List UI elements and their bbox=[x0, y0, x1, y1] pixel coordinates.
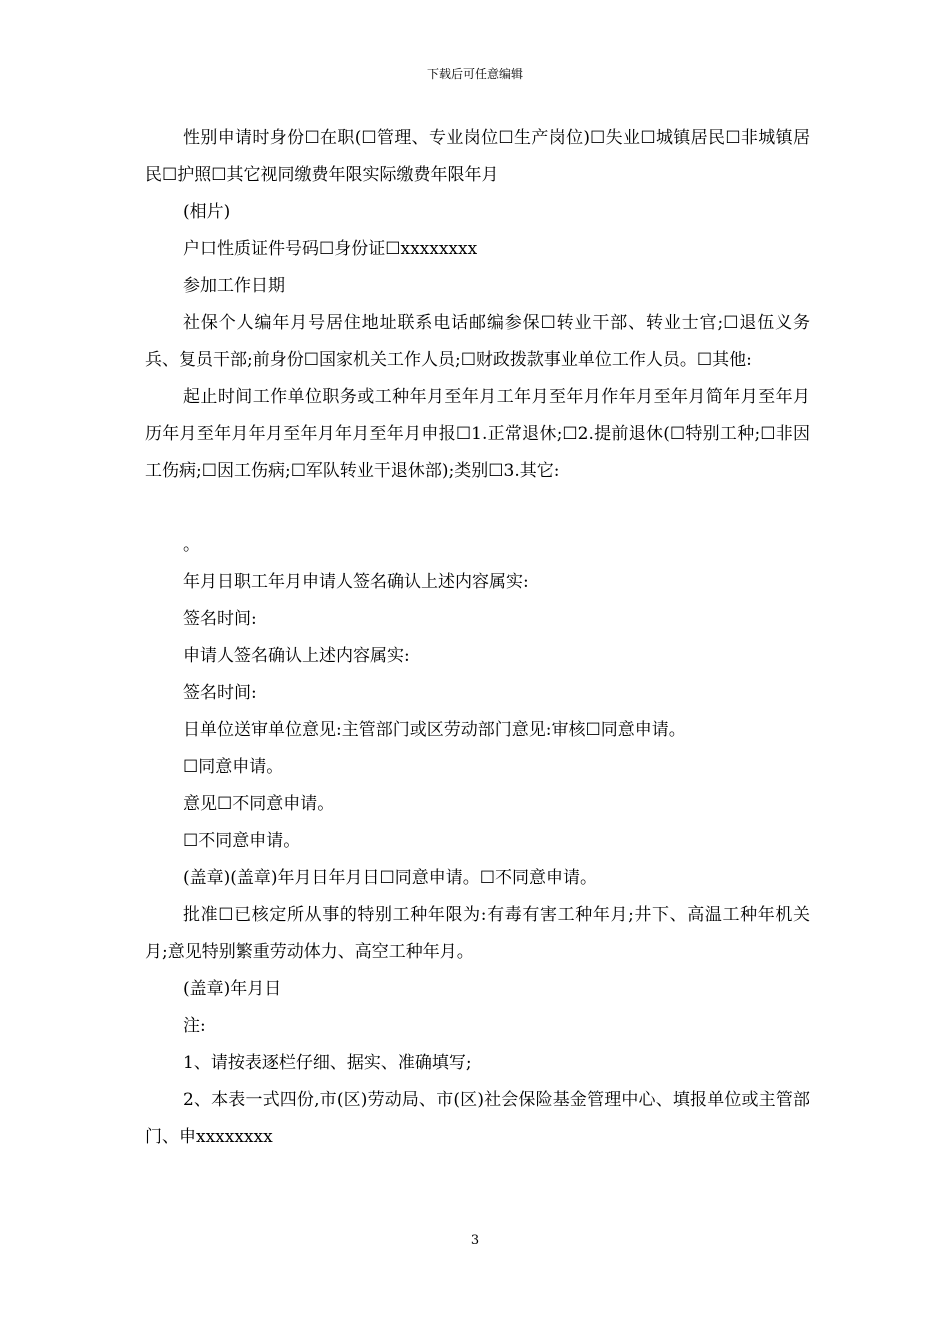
paragraph-id-number: 户口性质证件号码☐身份证☐xxxxxxxx bbox=[183, 239, 478, 259]
paragraph-agree: ☐同意申请。 bbox=[183, 757, 284, 777]
paragraph-work-date: 参加工作日期 bbox=[183, 276, 285, 296]
paragraph-period: 。 bbox=[183, 535, 200, 555]
paragraph-unit-opinion: 日单位送审单位意见:主管部门或区劳动部门意见:审核☐同意申请。 bbox=[183, 720, 686, 740]
paragraph-identity: 性别申请时身份☐在职(☐管理、专业岗位☐生产岗位)☐失业☐城镇居民☐非城镇居民☐护照☐其它视同缴费年限实际缴费年限年月 bbox=[145, 128, 810, 185]
paragraph-seal-date: (盖章)年月日 bbox=[183, 979, 282, 999]
paragraph-approval: 批准☐已核定所从事的特别工种年限为:有毒有害工种年月;井下、高温工种年机关月;意见特别繁重劳动体力、高空工种年月。 bbox=[145, 905, 810, 962]
paragraph-opinion-disagree: 意见☐不同意申请。 bbox=[183, 794, 335, 814]
page-number: 3 bbox=[470, 1233, 480, 1248]
paragraph-notes-heading: 注: bbox=[183, 1016, 206, 1036]
paragraph-sign-time-2: 签名时间: bbox=[183, 683, 257, 703]
paragraph-seal-dates: (盖章)(盖章)年月日年月日☐同意申请。☐不同意申请。 bbox=[183, 868, 598, 888]
paragraph-social-security: 社保个人编年月号居住地址联系电话邮编参保☐转业干部、转业士官;☐退伍义务兵、复员干部;前身份☐国家机关工作人员;☐财政拨款事业单位工作人员。☐其他: bbox=[145, 313, 810, 370]
paragraph-work-history: 起止时间工作单位职务或工种年月至年月工年月至年月作年月至年月简年月至年月历年月至年月年月至年月年月至年月申报☐1.正常退休;☐2.提前退休(☐特别工种;☐非因工伤病;☐因工伤病;☐军队转业干退休部);类别☐3.其它: bbox=[145, 387, 810, 481]
document-body bbox=[145, 120, 810, 1156]
paragraph-note-2: 2、本表一式四份,市(区)劳动局、市(区)社会保险基金管理中心、填报单位或主管部门、申xxxxxxxx bbox=[145, 1090, 810, 1147]
paragraph-note-1: 1、请按表逐栏仔细、据实、准确填写; bbox=[183, 1053, 472, 1073]
paragraph-applicant-signature: 申请人签名确认上述内容属实: bbox=[183, 646, 410, 666]
paragraph-sign-time-1: 签名时间: bbox=[183, 609, 257, 629]
paragraph-employee-signature: 年月日职工年月申请人签名确认上述内容属实: bbox=[183, 572, 529, 592]
paragraph-photo: (相片) bbox=[183, 202, 231, 222]
page-header: 下载后可任意编辑 bbox=[426, 67, 523, 81]
blank-line bbox=[145, 490, 810, 527]
paragraph-disagree: ☐不同意申请。 bbox=[183, 831, 301, 851]
